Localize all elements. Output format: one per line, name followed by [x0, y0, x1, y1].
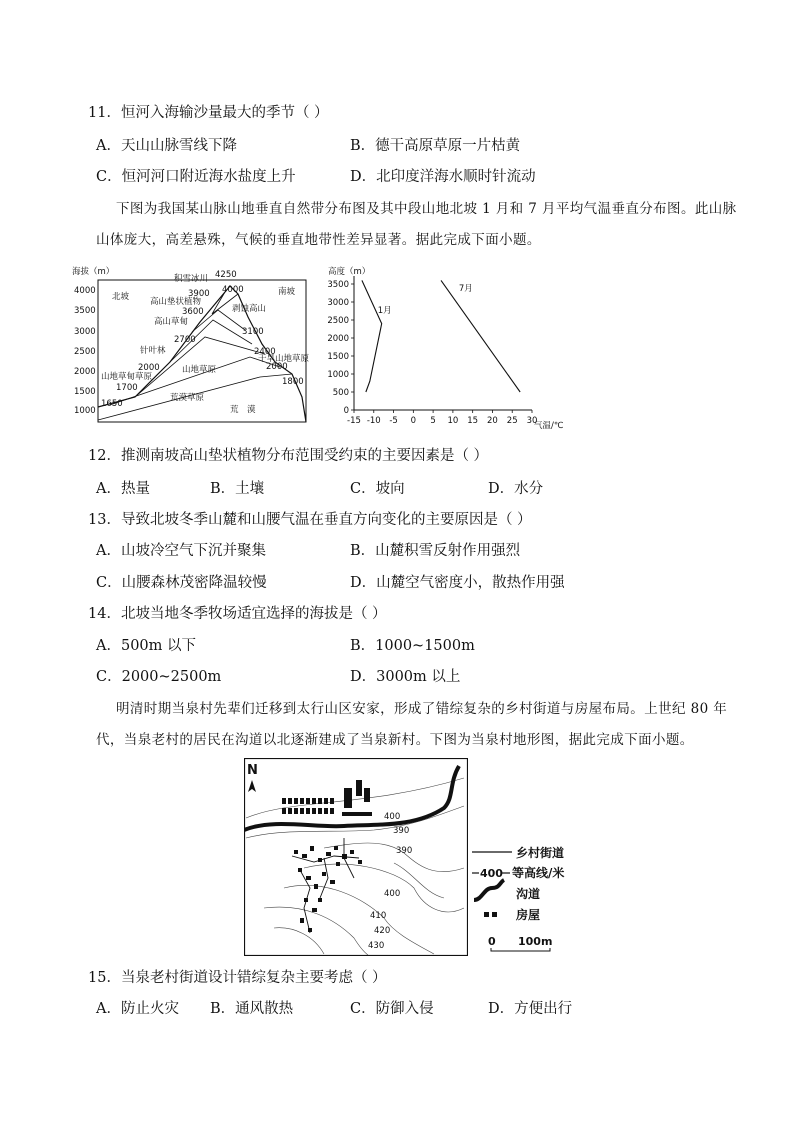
chart-x-tick-label: -5: [389, 416, 398, 426]
chart-x-tick-label: 5: [430, 416, 436, 426]
chart-x-tick-label: 10: [447, 416, 459, 426]
question-14-option-d[interactable]: D．3000m 以上: [350, 669, 461, 685]
label-conifer: 针叶林: [140, 346, 166, 356]
value-4000: 4000: [222, 285, 244, 295]
question-13-option-c[interactable]: C．山腰森林茂密降温较慢: [96, 575, 267, 591]
legend-street-label: 乡村街道: [516, 846, 565, 860]
intro-2-line-1: 明清时期当泉村先辈们迁移到太行山区安家，形成了错综复杂的乡村街道与房屋布局。上世纪 80 年: [116, 701, 728, 717]
chart-x-tick-label: 20: [487, 416, 498, 426]
question-13-option-a[interactable]: A．山坡冷空气下沉并聚集: [96, 543, 266, 559]
question-12-option-d[interactable]: D．水分: [488, 481, 544, 497]
value-3600: 3600: [182, 307, 204, 317]
zone-ytick: 1000: [74, 406, 96, 416]
temperature-altitude-chart: [320, 262, 570, 437]
value-2400: 2400: [254, 347, 276, 357]
question-11-option-a[interactable]: A．天山山脉雪线下降: [96, 138, 237, 154]
question-11-stem: 11．恒河入海输沙量最大的季节（ ）: [88, 105, 329, 121]
contour-label: 410: [370, 911, 387, 921]
question-14-option-b[interactable]: B．1000~1500m: [350, 638, 475, 654]
contour-label: 420: [374, 926, 391, 936]
question-12-option-b[interactable]: B．土壤: [210, 481, 265, 497]
question-13-stem: 13．导致北坡冬季山麓和山腰气温在垂直方向变化的主要原因是（ ）: [88, 512, 532, 528]
zone-ytick: 2500: [74, 347, 96, 357]
value-2000-north: 2000: [138, 363, 160, 373]
label-desert: 荒 漠: [230, 405, 256, 415]
legend-house-symbol: [484, 912, 489, 917]
contour-label: 400: [384, 889, 401, 899]
label-north-slope: 北坡: [112, 292, 130, 302]
series-line-july: [441, 280, 520, 392]
intro-1-line-2: 山体庞大，高差悬殊，气候的垂直地带性差异显著。据此完成下面小题。: [96, 232, 541, 248]
question-11-option-b[interactable]: B．德干高原草原一片枯黄: [350, 138, 521, 154]
zone-ytick: 3000: [74, 327, 96, 337]
zone-ytick: 2000: [74, 367, 96, 377]
label-mtn-steppe: 山地草原: [182, 365, 217, 375]
chart-y-tick-label: 500: [332, 388, 349, 398]
question-11-option-c[interactable]: C．恒河河口附近海水盐度上升: [96, 169, 296, 185]
label-desert-steppe: 荒漠草原: [170, 393, 205, 403]
label-cushion: 高山垫状植物: [150, 297, 202, 307]
chart-y-tick-label: 1500: [327, 352, 349, 362]
zone-ytick: 4000: [74, 286, 96, 296]
intro-2-line-2: 代，当泉老村的居民在沟道以北逐渐建成了当泉新村。下图为当泉村地形图，据此完成下面小题。: [96, 732, 694, 748]
value-2700: 2700: [174, 335, 196, 345]
chart-x-tick-label: 25: [506, 416, 518, 426]
question-14-option-c[interactable]: C．2000~2500m: [96, 669, 222, 685]
chart-x-tick-label: 0: [410, 416, 417, 426]
legend-gully-label: 沟道: [516, 887, 541, 901]
vertical-zone-diagram: [70, 262, 320, 437]
question-12-stem: 12．推测南坡高山垫状植物分布范围受约束的主要因素是（ ）: [88, 448, 489, 464]
zone-ytick: 1500: [74, 387, 96, 397]
chart-x-tick-label: 30: [526, 416, 538, 426]
question-13-option-d[interactable]: D．山麓空气密度小，散热作用强: [350, 575, 565, 591]
question-13-option-b[interactable]: B．山麓积雪反射作用强烈: [350, 543, 521, 559]
chart-y-axis-label: 高度（m）: [328, 267, 371, 277]
label-eroded: 剥蚀高山: [232, 304, 267, 314]
intro-1-line-1: 下图为我国某山脉山地垂直自然带分布图及其中段山地北坡 1 月和 7 月平均气温垂直分布图。此山脉: [116, 201, 737, 217]
chart-x-axis-label: 气温/℃: [534, 421, 564, 431]
chart-x-tick-label: -15: [347, 416, 361, 426]
question-14-stem: 14．北坡当地冬季牧场适宜选择的海拔是（ ）: [88, 606, 387, 622]
chart-x-tick-label: 15: [467, 416, 479, 426]
question-15-option-a[interactable]: A．防止火灾: [96, 1001, 179, 1017]
question-14-option-a[interactable]: A．500m 以下: [96, 638, 197, 654]
value-2000-south: 2000: [266, 362, 288, 372]
value-3900: 3900: [188, 289, 210, 299]
legend-gully-symbol: [474, 880, 504, 900]
question-15-option-c[interactable]: C．防御入侵: [350, 1001, 434, 1017]
scale-bar: [491, 948, 550, 951]
chart-y-tick-label: 1000: [327, 370, 349, 380]
chart-x-tick-label: -10: [366, 416, 381, 426]
series-label: 1月: [377, 305, 392, 316]
contour-label: 400: [384, 812, 401, 822]
label-mtn-meadow: 山地草甸草原: [101, 372, 153, 382]
legend-contour-label: 等高线/米: [512, 866, 565, 880]
label-south-steppe: 干旱山地草原: [258, 354, 310, 364]
legend-contour-value: 400: [480, 867, 503, 880]
map-legend: [470, 842, 580, 952]
question-12-option-a[interactable]: A．热量: [96, 481, 150, 497]
value-4250: 4250: [215, 270, 237, 280]
chart-y-tick-label: 0: [343, 406, 349, 416]
label-south-slope: 南坡: [278, 287, 296, 297]
value-3100: 3100: [242, 327, 264, 337]
village-topo-map: [244, 758, 468, 956]
chart-y-tick-label: 2000: [327, 334, 349, 344]
question-11-option-d[interactable]: D．北印度洋海水顺时针流动: [350, 169, 536, 185]
value-1800: 1800: [282, 377, 304, 387]
contour-label: 390: [393, 826, 410, 836]
series-line-january: [362, 280, 382, 392]
value-1650: 1650: [101, 399, 123, 409]
contour-label: 390: [396, 846, 413, 856]
question-15-stem: 15．当泉老村街道设计错综复杂主要考虑（ ）: [88, 970, 387, 986]
zone-y-axis-label: 海拔（m）: [72, 267, 115, 277]
value-1700: 1700: [116, 383, 138, 393]
chart-y-tick-label: 2500: [327, 316, 349, 326]
question-12-option-c[interactable]: C．坡向: [350, 481, 405, 497]
contour-label: 430: [368, 941, 385, 951]
north-label: N: [247, 763, 258, 778]
question-15-option-d[interactable]: D．方便出行: [488, 1001, 573, 1017]
chart-y-tick-label: 3000: [327, 298, 349, 308]
zone-ytick: 3500: [74, 306, 96, 316]
series-label: 7月: [458, 284, 473, 295]
label-snow: 积雪冰川: [174, 274, 209, 284]
scale-label: 100m: [518, 935, 553, 948]
label-meadow: 高山草甸: [154, 317, 189, 327]
legend-house-label: 房屋: [516, 908, 541, 922]
chart-y-tick-label: 3500: [327, 280, 349, 290]
question-15-option-b[interactable]: B．通风散热: [210, 1001, 294, 1017]
scale-zero: 0: [488, 935, 496, 948]
